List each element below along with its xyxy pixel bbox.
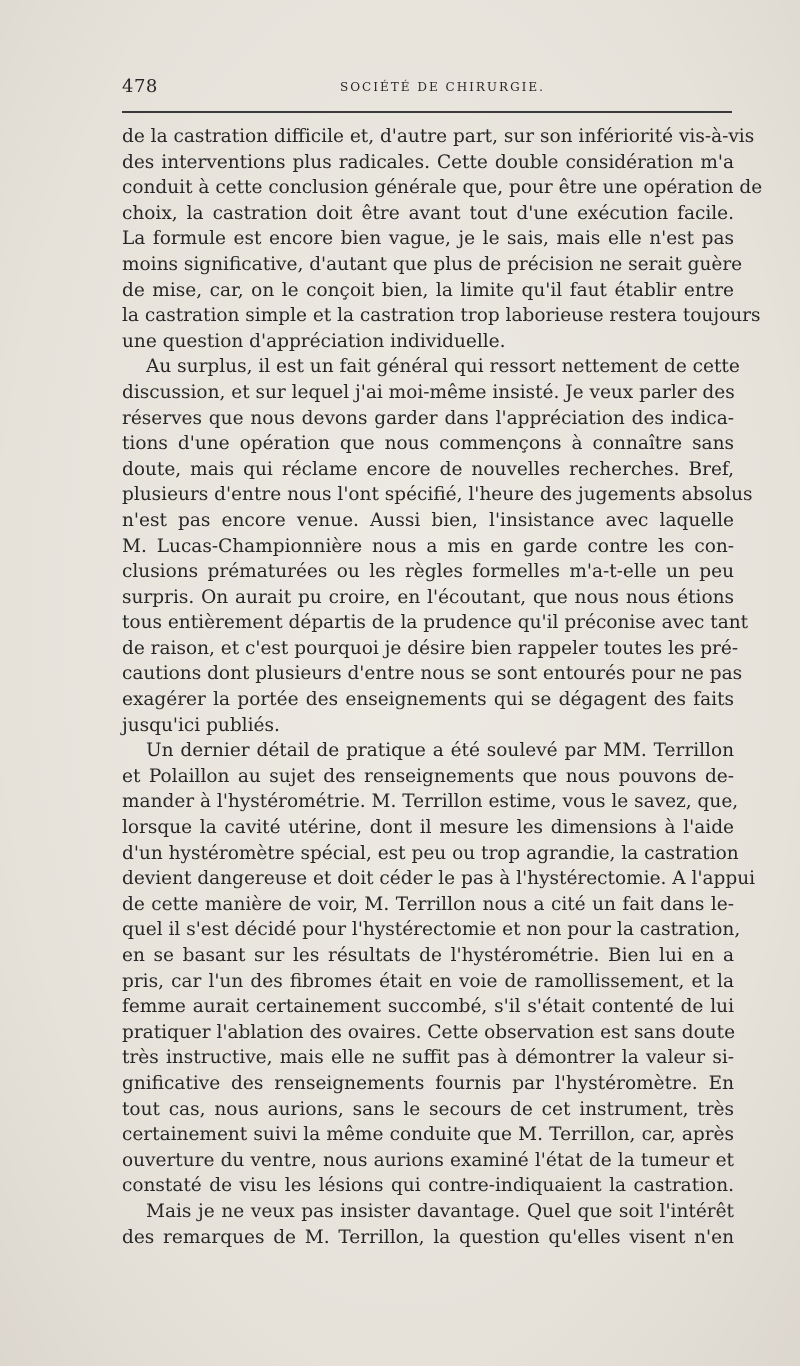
- paragraph: [122, 354, 753, 738]
- body-text: [122, 124, 763, 1250]
- running-head: [122, 76, 742, 102]
- text-line: M. Lucas-Championnière nous a mis en garde contre les con-: [122, 535, 734, 557]
- text-line: tous entièrement départis de la prudence qu'il préconise avec tant: [122, 612, 749, 634]
- text-line: exagérer la portée des enseignements qui se dégagent des faits: [122, 689, 734, 711]
- text-line: Un dernier détail de pratique a été soulevé par MM. Terrillon: [146, 740, 734, 762]
- text-line: de raison, et c'est pourquoi je désire bien rappeler toutes les pré-: [122, 637, 739, 659]
- text-line: et Polaillon au sujet des renseignements que nous pouvons de-: [122, 765, 734, 787]
- text-line: cautions dont plusieurs d'entre nous se sont entourés pour ne pas: [122, 663, 743, 685]
- paragraph: [122, 1199, 734, 1250]
- page-number: 478: [122, 76, 158, 97]
- text-line: choix, la castration doit être avant tout d'une exécution facile.: [122, 202, 734, 224]
- text-line: gnificative des renseignements fournis par l'hystéromètre. En: [122, 1072, 734, 1094]
- text-line: devient dangereuse et doit céder le pas à l'hystérectomie. A l'appui: [122, 868, 756, 890]
- text-line: une question d'appréciation individuelle.: [122, 330, 506, 352]
- text-line: constaté de visu les lésions qui contre-indiquaient la castration.: [122, 1175, 734, 1197]
- paragraph: [122, 124, 763, 354]
- text-line: Au surplus, il est un fait général qui ressort nettement de cette: [146, 356, 740, 378]
- running-head-title: SOCIÉTÉ DE CHIRURGIE.: [340, 80, 545, 94]
- text-line: conduit à cette conclusion générale que, pour être une opération de: [122, 177, 763, 199]
- text-line: réserves que nous devons garder dans l'appréciation des indica-: [122, 407, 734, 429]
- text-line: des interventions plus radicales. Cette double considération m'a: [122, 151, 734, 173]
- text-line: moins significative, d'autant que plus de précision ne serait guère: [122, 253, 743, 275]
- text-line: quel il s'est décidé pour l'hystérectomie et non pour la castration,: [122, 919, 741, 941]
- header-rule: [122, 111, 732, 113]
- text-line: ouverture du ventre, nous aurions examiné l'état de la tumeur et: [122, 1149, 734, 1171]
- text-line: pris, car l'un des fibromes était en voie de ramollissement, et la: [122, 970, 734, 992]
- text-line: n'est pas encore venue. Aussi bien, l'insistance avec laquelle: [122, 509, 734, 531]
- text-line: d'un hystéromètre spécial, est peu ou trop agrandie, la castration: [122, 842, 739, 864]
- text-line: Mais je ne veux pas insister davantage. Quel que soit l'intérêt: [146, 1200, 734, 1222]
- text-line: plusieurs d'entre nous l'ont spécifié, l'heure des jugements absolus: [122, 484, 753, 506]
- text-line: tions d'une opération que nous commençons à connaître sans: [122, 433, 734, 455]
- text-line: tout cas, nous aurions, sans le secours de cet instrument, très: [122, 1098, 734, 1120]
- text-line: la castration simple et la castration trop laborieuse restera toujours: [122, 305, 761, 327]
- paragraph: [122, 738, 756, 1199]
- text-line: La formule est encore bien vague, je le sais, mais elle n'est pas: [122, 228, 734, 250]
- text-line: lorsque la cavité utérine, dont il mesure les dimensions à l'aide: [122, 817, 734, 839]
- text-line: en se basant sur les résultats de l'hystérométrie. Bien lui en a: [122, 945, 734, 966]
- text-line: surpris. On aurait pu croire, en l'écoutant, que nous nous étions: [122, 586, 734, 608]
- text-line: clusions prématurées ou les règles formelles m'a-t-elle un peu: [122, 561, 734, 583]
- text-line: très instructive, mais elle ne suffit pas à démontrer la valeur si-: [122, 1047, 734, 1069]
- text-line: de mise, car, on le conçoit bien, la limite qu'il faut établir entre: [122, 279, 734, 301]
- text-line: discussion, et sur lequel j'ai moi-même insisté. Je veux parler des: [122, 381, 735, 403]
- text-line: de la castration difficile et, d'autre part, sur son infériorité vis-à-vis: [122, 126, 755, 147]
- text-line: doute, mais qui réclame encore de nouvelles recherches. Bref,: [122, 458, 734, 480]
- text-line: jusqu'ici publiés.: [122, 714, 280, 736]
- text-line: des remarques de M. Terrillon, la question qu'elles visent n'en: [122, 1226, 734, 1248]
- text-line: femme aurait certainement succombé, s'il s'était contenté de lui: [122, 996, 734, 1018]
- text-line: pratiquer l'ablation des ovaires. Cette observation est sans doute: [122, 1021, 736, 1043]
- text-line: mander à l'hystérométrie. M. Terrillon estime, vous le savez, que,: [122, 791, 739, 813]
- text-line: certainement suivi la même conduite que M. Terrillon, car, après: [122, 1124, 734, 1146]
- text-line: de cette manière de voir, M. Terrillon nous a cité un fait dans le-: [122, 893, 734, 915]
